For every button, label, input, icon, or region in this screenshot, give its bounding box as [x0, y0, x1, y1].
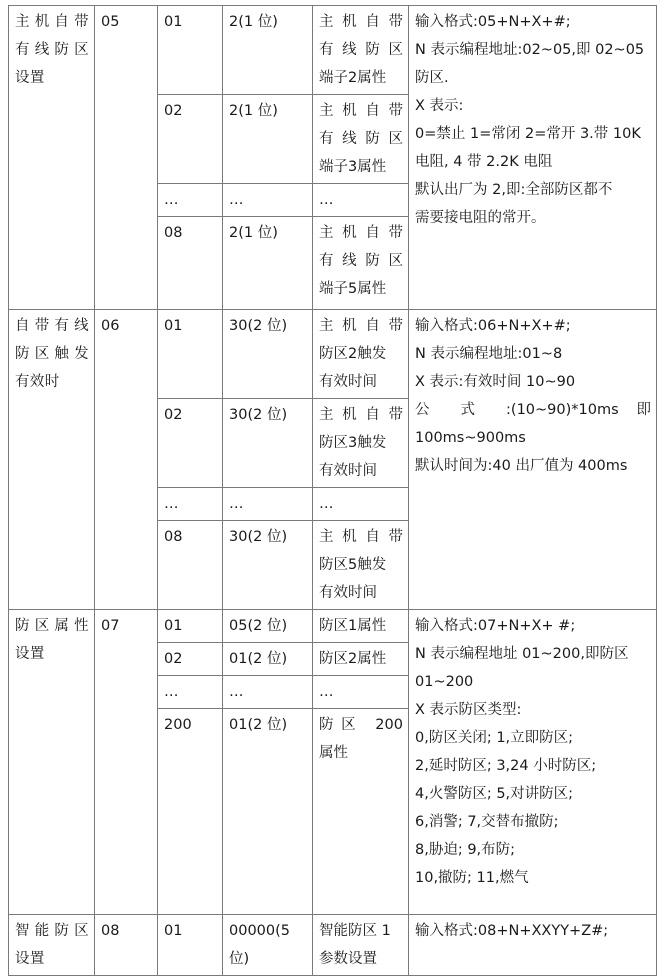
value-cell: 2(1 位) — [223, 217, 313, 310]
value-cell: 01(2 位) — [223, 709, 313, 915]
value-cell: … — [223, 488, 313, 521]
address-cell: 01 — [158, 610, 223, 643]
table-row — [9, 610, 657, 643]
note-cell: 输入格式:07+N+X+ #; N 表示编程地址 01~200,即防区 01~200 X 表示防区类型: 0,防区关闭; 1,立即防区; 2,延时防区; 3,24 小时防区; 4,火警防区; 5,对讲防区; 6,消警; 7,交替布撤防; 8,胁迫; 9,布防; 10,撤防; 11,燃气 — [409, 610, 657, 915]
note-cell: 输入格式:08+N+XXYY+Z#; — [409, 915, 657, 976]
description-cell: 主机自带 防区5触发 有效时间 — [313, 521, 409, 610]
value-cell: 00000(5 位) — [223, 915, 313, 976]
value-cell: 30(2 位) — [223, 399, 313, 488]
value-cell: 2(1 位) — [223, 95, 313, 184]
description-cell: 主机自带 有线防区 端子5属性 — [313, 217, 409, 310]
value-cell: 01(2 位) — [223, 643, 313, 676]
section-name: 防区属性 设置 — [9, 610, 95, 915]
section-name: 主机自带 有线防区 设置 — [9, 6, 95, 310]
address-cell: 08 — [158, 217, 223, 310]
address-cell: 01 — [158, 6, 223, 95]
table-row — [9, 310, 657, 399]
description-cell: … — [313, 676, 409, 709]
value-cell: 30(2 位) — [223, 521, 313, 610]
value-cell: 30(2 位) — [223, 310, 313, 399]
description-cell: 防区2属性 — [313, 643, 409, 676]
section-code: 06 — [95, 310, 158, 610]
section-code: 08 — [95, 915, 158, 976]
value-cell: … — [223, 676, 313, 709]
description-cell: 防区 200 属性 — [313, 709, 409, 915]
description-cell: … — [313, 488, 409, 521]
address-cell: 01 — [158, 915, 223, 976]
description-cell: 主机自带 防区2触发 有效时间 — [313, 310, 409, 399]
description-cell: 主机自带 防区3触发 有效时间 — [313, 399, 409, 488]
table-row — [9, 6, 657, 95]
description-cell: 主机自带 有线防区 端子2属性 — [313, 6, 409, 95]
address-cell: … — [158, 488, 223, 521]
section-code: 05 — [95, 6, 158, 310]
address-cell: 08 — [158, 521, 223, 610]
description-cell: 智能防区 1 参数设置 — [313, 915, 409, 976]
description-cell: 主机自带 有线防区 端子3属性 — [313, 95, 409, 184]
description-cell: … — [313, 184, 409, 217]
value-cell: 05(2 位) — [223, 610, 313, 643]
section-name: 智能防区 设置 — [9, 915, 95, 976]
value-cell: … — [223, 184, 313, 217]
section-code: 07 — [95, 610, 158, 915]
value-cell: 2(1 位) — [223, 6, 313, 95]
note-cell: 输入格式:05+N+X+#; N 表示编程地址:02~05,即 02~05 防区. X 表示: 0=禁止 1=常闭 2=常开 3.带 10K 电阻, 4 带 2.2K 电阻 默认出厂为 2,即:全部防区都不 需要接电阻的常开。 — [409, 6, 657, 310]
address-cell: 02 — [158, 95, 223, 184]
address-cell: 02 — [158, 399, 223, 488]
note-cell: 输入格式:06+N+X+#; N 表示编程地址:01~8 X 表示:有效时间 10~90 公 式 :(10~90)*10ms 即 100ms~900ms 默认时间为:40 出厂值为 400ms — [409, 310, 657, 610]
table-row — [9, 915, 657, 976]
address-cell: 01 — [158, 310, 223, 399]
address-cell: … — [158, 676, 223, 709]
address-cell: 02 — [158, 643, 223, 676]
section-name: 自带有线 防区触发 有效时 — [9, 310, 95, 610]
description-cell: 防区1属性 — [313, 610, 409, 643]
programming-spec-table — [8, 5, 657, 976]
address-cell: 200 — [158, 709, 223, 915]
address-cell: … — [158, 184, 223, 217]
